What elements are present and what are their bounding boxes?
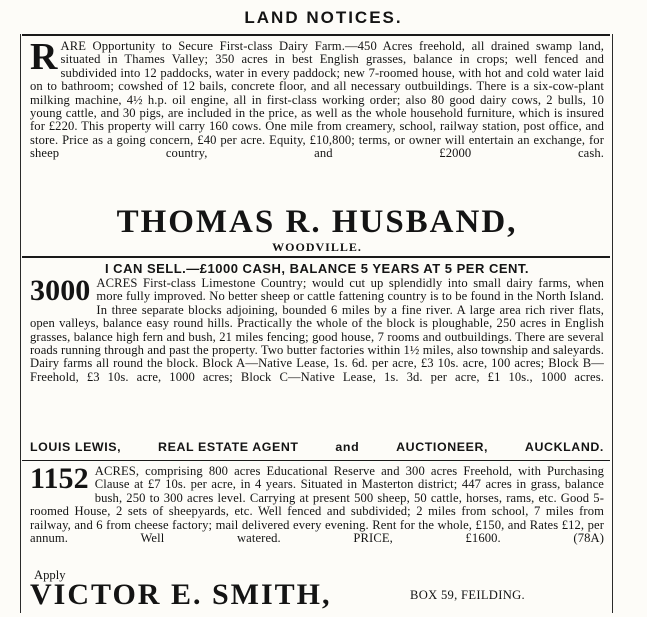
advertiser-location: WOODVILLE.	[272, 240, 362, 254]
agent-place: AUCKLAND.	[524, 440, 604, 454]
ad-limestone-text	[30, 274, 604, 398]
advertiser-name-smith: VICTOR E. SMITH,	[30, 578, 332, 611]
drop-cap: R	[30, 36, 58, 78]
agent-name: LOUIS LEWIS,	[30, 440, 122, 454]
section-heading: LAND NOTICES.	[244, 8, 403, 27]
advertiser-box: BOX 59, FEILDING.	[410, 588, 525, 602]
agent-title-2: AUCTIONEER,	[396, 440, 489, 454]
apply-label: Apply	[34, 568, 66, 582]
ad-dairy-farm	[30, 36, 604, 174]
ad-reserve-body: ACRES, comprising 800 acres Educational Reserve and 300 acres Freehold, with Purchasing Clause at £7 10s. per acre, in 4 years. Situated in Masterton district; 447 acres in grass, balance bush, 250 to 300 acres level. Carrying at present 500 sheep, 50 cattle, horses, rams, etc. Good 5-roomed House, 2 sets of sheepyards, etc. Well fenced and subdivided; 2 miles from school, 7 miles from railway, and 6 from cheese factory; mail delivered every evening. Rent for the whole, £150, and Rates £12, per annum. Well watered. PRICE, £1600. (78A)	[30, 464, 604, 546]
ad-limestone-headline: I CAN SELL.—£1000 CASH, BALANCE 5 YEARS AT 5 PER CENT.	[104, 261, 530, 276]
ad-educational-reserve	[30, 462, 604, 559]
acreage-number: 3000	[30, 274, 91, 307]
heading-rule	[22, 34, 610, 36]
ad-reserve-text	[30, 462, 604, 559]
agent-and: and	[335, 440, 360, 454]
ad-dairy-farm-text	[30, 36, 604, 174]
acreage-number-2: 1152	[30, 462, 89, 495]
advertiser-name-husband: THOMAS R. HUSBAND,	[116, 204, 518, 240]
left-column-rule	[20, 34, 21, 613]
ad-dairy-farm-body: ARE Opportunity to Secure First-class Dairy Farm.—450 Acres freehold, all drained swamp land, situated in Thames Valley; 350 acres in best English grasses, balance in crops; well fenced and subdivided into 12 paddocks, water in every paddock; new 7-roomed house, with hot and cold water laid on to bathroom; cowshed of 12 bails, concrete floor, and all necessary outbuildings. There is a six-cow-plant milking machine, 4½ h.p. oil engine, all in first-class working order; also 80 good dairy cows, 2 bulls, 10 young cattle, and 30 pigs, are included in the price, as well as the whole household furniture, which is insured for £220. This property will carry 160 cows. One mile from creamery, school, railway station, post office, and store. Price as a going concern, £40 per acre. Equity, £10,800; terms, or owner will entertain an exchange, for sheep country, and £2000 cash.	[30, 39, 604, 161]
agent-line	[30, 440, 604, 454]
ad-divider-1	[22, 256, 610, 258]
ad-limestone-country	[30, 274, 604, 398]
ad-limestone-body: ACRES First-class Limestone Country; would cut up splendidly into small dairy farms, when more fully improved. No better sheep or cattle fattening country is to be found in the North Island. In three separate blocks adjoining, bounded 6 miles by a fine river. A large area rich river flats, open valleys, balance easy round hills. Practically the whole of the block is ploughable, 250 acres in English grasses, balance high fern and bush, 21 miles fencing; good house, 7 rooms and outbuildings. There are several roads running through and past the property. Two butter factories within 1½ miles, also township and saleyards. Dairy farms all round the block. Block A—Native Lease, 1s. 6d. per acre, £3 10s. acre, 100 acres; Block B—Freehold, £3 10s. acre, 1000 acres; Block C—Native Lease, 1s. 3d. per acre, £1 10s., 1000 acres.	[30, 276, 604, 384]
ad-divider-2	[22, 460, 610, 461]
right-column-rule	[612, 34, 613, 613]
agent-title: REAL ESTATE AGENT	[158, 440, 299, 454]
